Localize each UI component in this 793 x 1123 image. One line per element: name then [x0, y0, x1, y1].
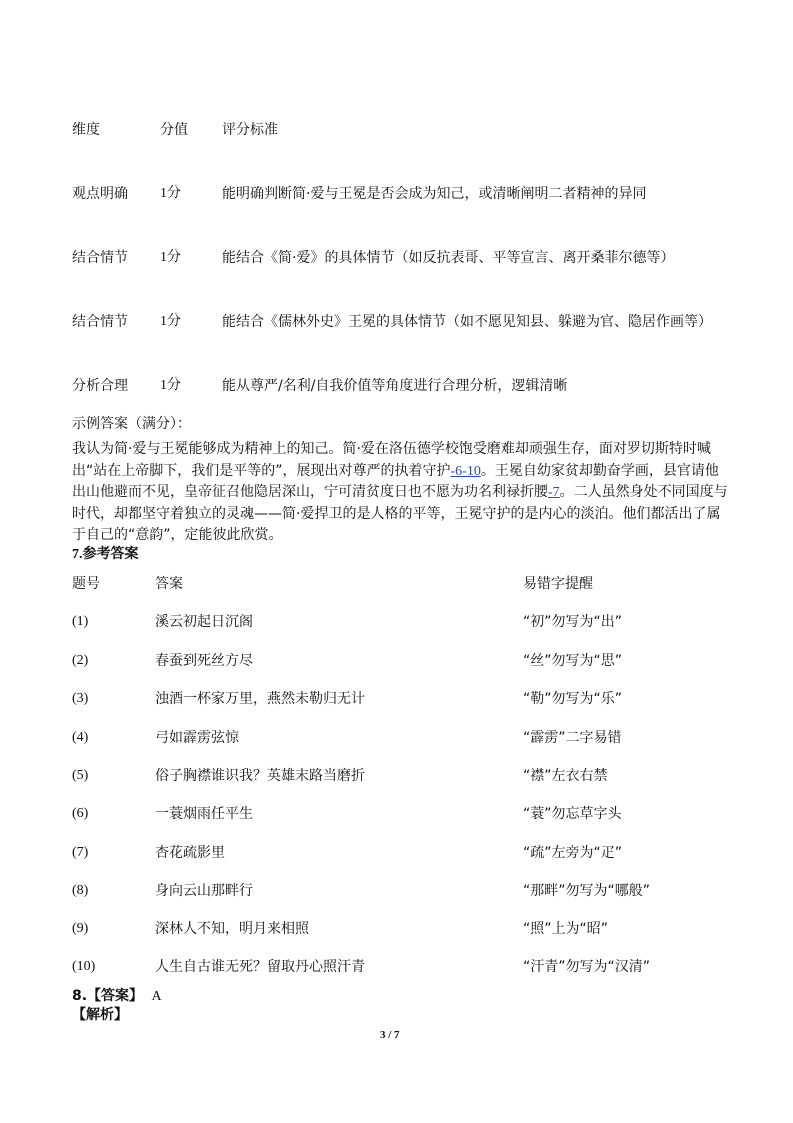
rubric-row-criteria: 能明确判断简·爱与王冕是否会成为知己，或清晰阐明二者精神的异同	[222, 186, 647, 202]
answer-row-number: (4)	[72, 730, 89, 745]
answer-header-answer: 答案	[155, 576, 183, 592]
answer-row-number: (10)	[72, 959, 96, 974]
rubric-header-dimension: 维度	[72, 122, 100, 138]
rubric-row-dim: 结合情节	[72, 314, 128, 330]
section-7-title: 7.参考答案	[72, 547, 139, 562]
answer-row-number: (3)	[72, 691, 89, 706]
answer-row-tip: “勒”勿写为“乐”	[523, 691, 623, 707]
answer-row-answer: 溪云初起日沉阁	[155, 614, 253, 630]
answer-row-number: (6)	[72, 806, 89, 821]
answer-row-number: (1)	[72, 614, 89, 629]
answer-header-tip: 易错字提醒	[523, 576, 593, 592]
answer-row-number: (2)	[72, 653, 89, 668]
answer-row-tip: “襟”左衣右禁	[523, 768, 608, 784]
rubric-row-score: 1分	[160, 314, 181, 329]
answer-row-answer: 深林人不知，明月来相照	[155, 921, 309, 937]
rubric-row-dim: 分析合理	[72, 378, 128, 394]
answer-row-answer: 杏花疏影里	[155, 845, 225, 861]
answer-row-tip: “疏”左旁为“疋”	[523, 845, 623, 861]
rubric-row-dim: 观点明确	[72, 186, 128, 202]
answer-row-answer: 春蚕到死丝方尽	[155, 653, 253, 669]
sample-text-part-3: 。二人虽然身处不同国度与时代，却都坚守着独立的灵魂——简·爱捍卫的是人格的平等，王冕守护的是内心的淡泊。他们都活出了属于自己的“意韵”，定能彼此欣赏。	[72, 484, 728, 543]
answer-row-tip: “蓑”勿忘草字头	[523, 806, 622, 822]
sample-text-part-2: 。王冕自幼家贫却勤奋学画，县官请他出山他避而不见，皇帝征召他隐居深山，宁可清贫度日也不愿为功名利禄折腰	[72, 462, 719, 500]
sample-text-part-1: 我认为简·爱与王冕能够成为精神上的知己。简·爱在洛伍德学校饱受磨难却顽强生存，面对罗切斯特时喊出“站在上帝脚下，我们是平等的”，展现出对尊严的执着守护	[72, 441, 711, 479]
section-8-answer-value: A	[151, 989, 162, 1004]
answer-row-tip: “那畔”勿写为“哪般”	[523, 883, 651, 899]
rubric-row-criteria: 能结合《简·爱》的具体情节（如反抗表哥、平等宣言、离开桑菲尔德等）	[222, 250, 675, 266]
section-8-answer-label: 8.【答案】	[72, 988, 144, 1004]
sample-answer-paragraph	[72, 439, 732, 547]
answer-header-number: 题号	[72, 576, 100, 592]
answer-row-number: (5)	[72, 768, 89, 783]
section-8-answer	[72, 987, 162, 1006]
answer-row-tip: “照”上为“昭”	[523, 921, 609, 937]
answer-row-answer: 身向云山那畔行	[155, 883, 253, 899]
citation-link[interactable]: -6-10	[450, 463, 481, 479]
rubric-row-dim: 结合情节	[72, 250, 128, 266]
rubric-header-score: 分值	[160, 122, 188, 138]
answer-row-answer: 一蓑烟雨任平生	[155, 806, 253, 822]
answer-row-number: (8)	[72, 883, 89, 898]
citation-link[interactable]: -7	[548, 485, 560, 500]
answer-row-tip: “汗青”勿写为“汉清”	[523, 959, 651, 975]
rubric-row-score: 1分	[160, 378, 181, 393]
answer-row-tip: “霹雳”二字易错	[523, 730, 622, 746]
rubric-row-criteria: 能结合《儒林外史》王冕的具体情节（如不愿见知县、躲避为官、隐居作画等）	[222, 314, 712, 330]
answer-row-answer: 浊酒一杯家万里，燕然未勒归无计	[155, 691, 365, 707]
sample-answer-title: 示例答案（满分）：	[72, 416, 191, 432]
answer-row-number: (9)	[72, 921, 89, 936]
rubric-row-score: 1分	[160, 186, 181, 201]
rubric-header-criteria: 评分标准	[222, 122, 278, 138]
answer-row-answer: 俗子胸襟谁识我？英雄末路当磨折	[155, 768, 365, 784]
page-number: 3 / 7	[380, 1029, 400, 1041]
answer-row-tip: “初”勿写为“出”	[523, 614, 623, 630]
answer-row-number: (7)	[72, 845, 89, 860]
section-8-analysis-label: 【解析】	[72, 1007, 128, 1023]
answer-row-tip: “丝”勿写为“思”	[523, 653, 623, 669]
rubric-row-criteria: 能从尊严/名利/自我价值等角度进行合理分析，逻辑清晰	[222, 378, 568, 394]
rubric-row-score: 1分	[160, 250, 181, 265]
answer-row-answer: 人生自古谁无死？留取丹心照汗青	[155, 959, 365, 975]
answer-row-answer: 弓如霹雳弦惊	[155, 730, 239, 746]
